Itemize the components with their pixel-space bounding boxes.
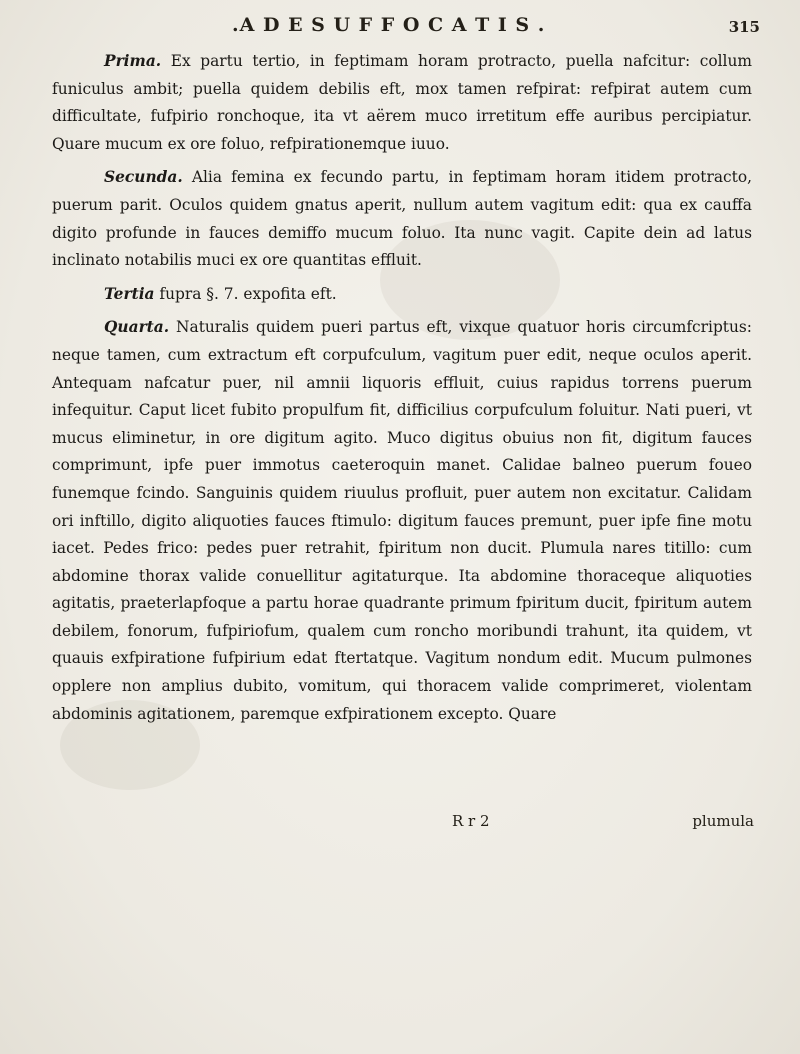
signature-mark: R r 2	[452, 812, 490, 830]
case-label: Tertia	[104, 284, 155, 303]
case-label: Secunda.	[104, 168, 183, 187]
running-title: .A D E S U F F O C A T I S .	[232, 14, 546, 36]
page-number: 315	[728, 18, 760, 36]
paragraph-text: Ex partu tertio, in feptimam horam protracto, puella nafcitur: collum funiculus ambit; puella quidem debilis eft, mox tamen refpirat: refpirat autem cum difficultate, fufpirio ronchoque, ita vt aërem muco irretitum effe auribus percipiatur. Quare mucum ex ore foluo, refpirationemque iuuo.	[52, 52, 752, 153]
paragraph-quarta	[52, 314, 752, 728]
paragraph-secunda	[52, 164, 752, 274]
paragraph-tertia	[52, 281, 752, 309]
page-header	[0, 8, 800, 44]
paragraph-text: Naturalis quidem pueri partus eft, vixque quatuor horis circumfcriptus: neque tamen, cum extractum eft corpufculum, vagitum puer edit, neque oculos aperit. Antequam nafcatur puer, nil amnii liquoris effluit, cuius rapidus torrens puerum infequitur. Caput licet fubito propulfum fit, difficilius corpufculum foluitur. Nati pueri, vt mucus eliminetur, in ore digitum agito. Muco digitus obuius non fit, digitum fauces comprimunt, ipfe puer immotus caeteroquin manet. Calidae balneo puerum foueo funemque fcindo. Sanguinis quidem riuulus profluit, puer autem non excitatur. Calidam ori inftillo, digito aliquoties fauces ftimulo: digitum fauces premunt, puer ipfe fine motu iacet. Pedes frico: pedes puer retrahit, fpiritum non ducit. Plumula nares titillo: cum abdomine thorax valide conuellitur agitaturque. Ita abdomine thoraceque aliquoties agitatis, praeterlapfoque a partu horae quadrante primum fpiritum ducit, fpiritum autem debilem, fonorum, fufpiriofum, qualem cum roncho moribundi trahunt, ita quidem, vt quauis exfpiratione fufpirium edat ftertatque. Vagitum nondum edit. Mucum pulmones opplere non amplius dubito, vomitum, qui thoracem valide comprimeret, violentam abdominis agitationem, paremque exfpirationem excepto. Quare	[52, 318, 752, 723]
case-label: Prima.	[104, 52, 162, 70]
paragraph-text: fupra §. 7. expofita eft.	[154, 284, 337, 303]
case-label: Quarta.	[104, 318, 170, 337]
body-text	[52, 48, 752, 734]
catchword: plumula	[692, 812, 754, 830]
paragraph-prima	[52, 48, 752, 158]
paragraph-text: Alia femina ex fecundo partu, in feptimam horam itidem protracto, puerum parit. Oculos quidem gnatus aperit, nullum autem vagitum edit: qua ex cauffa digito profunde in fauces demiffo mucum foluo. Ita nunc vagit. Capite dein ad latus inclinato notabilis muci ex ore quantitas effluit.	[52, 168, 752, 270]
